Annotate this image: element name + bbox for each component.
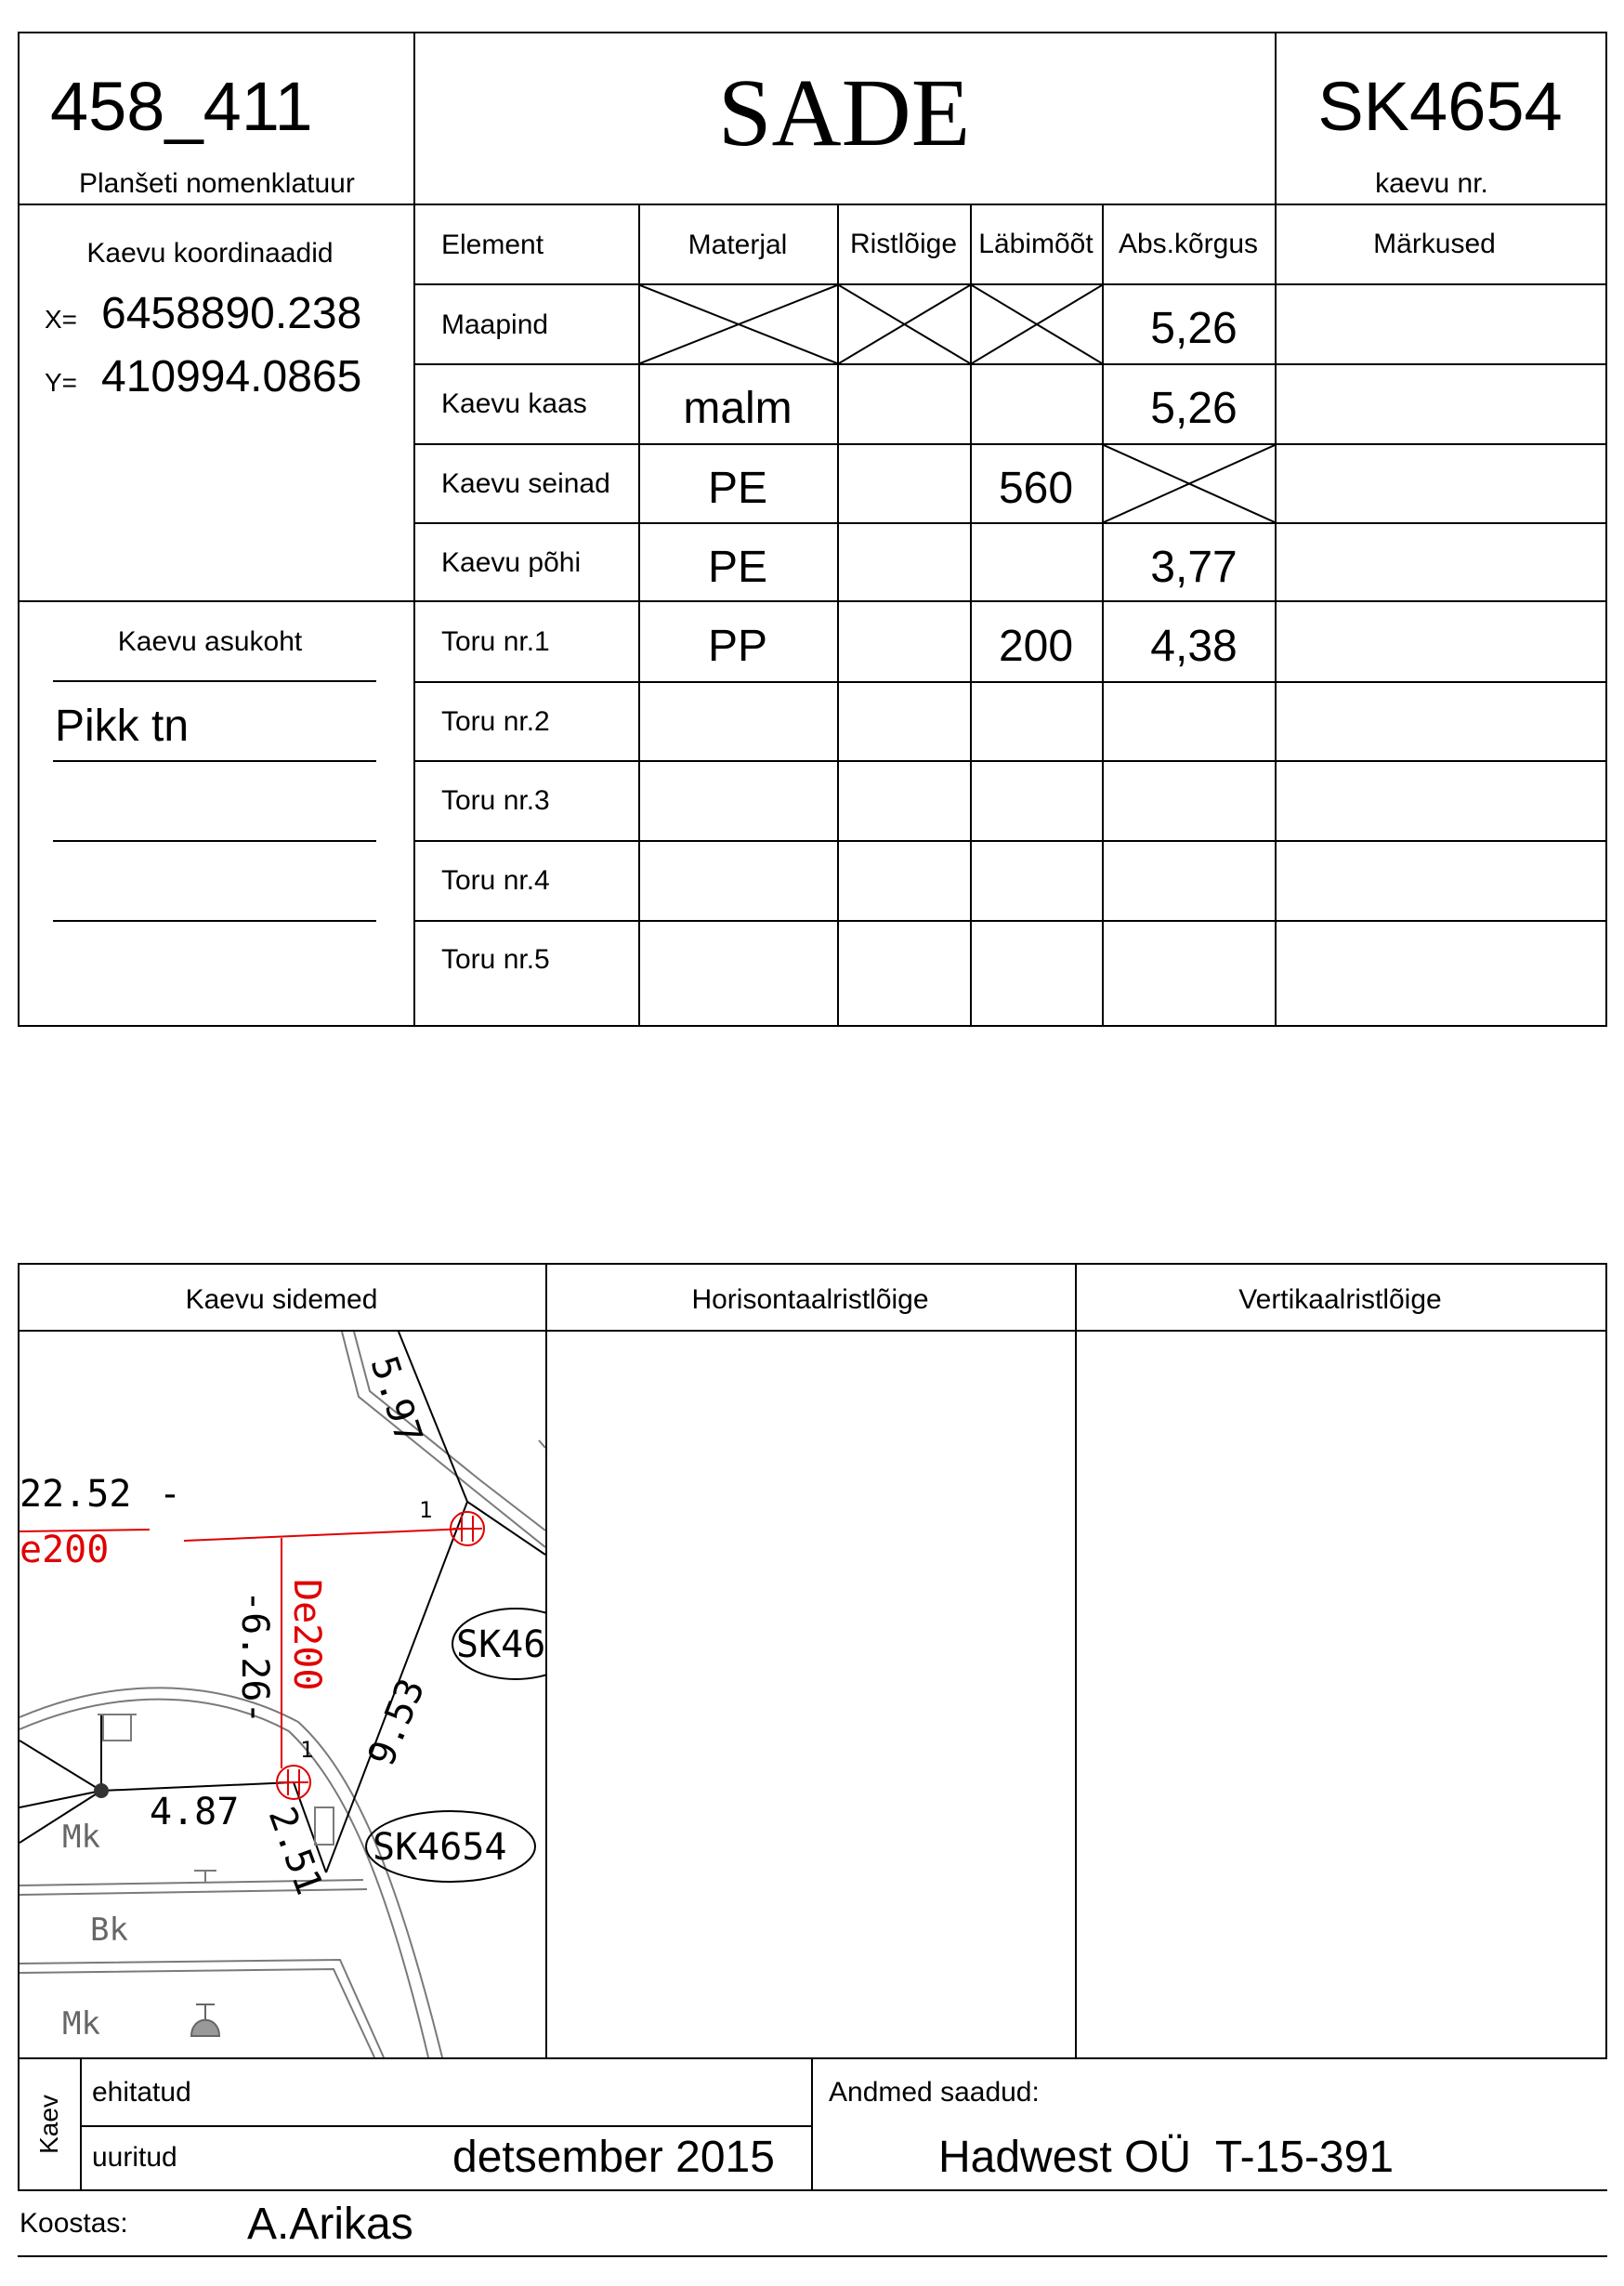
cell-element: Kaevu seinad [441, 468, 610, 499]
cross-out-icon [839, 285, 970, 363]
sketch-pipe-main: e200 [20, 1529, 110, 1571]
sheet-number: 458_411 [50, 68, 313, 145]
sketch-marker-1b: 1 [300, 1737, 314, 1763]
sketch-label-bk: Bk [90, 1912, 128, 1949]
cell-element: Toru nr.4 [441, 865, 550, 896]
well-caption: kaevu nr. [1375, 168, 1488, 199]
coordinate-x-label: X= [45, 305, 78, 334]
location-caption: Kaevu asukoht [117, 626, 303, 657]
cell-elevation: 3,77 [1150, 543, 1238, 592]
compiled-label: Koostas: [20, 2208, 128, 2239]
section-horizontal-title: Horisontaalristlõige [691, 1284, 929, 1315]
built-label: ehitatud [92, 2077, 191, 2108]
sheet-caption: Planšeti nomenklatuur [79, 168, 355, 199]
cell-diameter: 200 [998, 622, 1074, 671]
sketch-dim-597: 5.97 [361, 1350, 431, 1450]
cell-element: Kaevu põhi [441, 547, 582, 578]
cell-elevation: 4,38 [1150, 622, 1238, 671]
sketch-dash: - [159, 1473, 182, 1516]
side-label: Kaev [34, 2095, 63, 2154]
location-sketch [20, 1332, 545, 2057]
sketch-dim-251: 2.51 [259, 1801, 331, 1900]
sketch-well-label: SK4654 [373, 1826, 507, 1869]
location-line-1: Pikk tn [55, 702, 190, 751]
cell-material: malm [683, 384, 792, 433]
sketch-marker-1a: 1 [419, 1497, 433, 1523]
header-material: Materjal [688, 230, 788, 260]
header-notes: Märkused [1373, 229, 1496, 259]
sketch-label-mk: Mk [62, 2005, 100, 2043]
sketch-dim-953: 9.53 [360, 1673, 434, 1772]
cell-element: Kaevu kaas [441, 388, 587, 419]
page-title: SADE [717, 59, 971, 166]
cell-diameter: 560 [998, 464, 1074, 513]
section-vertical-title: Vertikaalristlõige [1238, 1284, 1442, 1315]
data-source-value: Hadwest OÜ T-15-391 [938, 2133, 1395, 2182]
section-connections-title: Kaevu sidemed [185, 1284, 378, 1315]
sketch-pipe-branch: De200 [285, 1579, 328, 1691]
coordinate-x-value: 6458890.238 [101, 289, 362, 338]
header-diameter: Läbimõõt [978, 229, 1094, 259]
cell-material: PP [707, 622, 768, 671]
header-elevation: Abs.kõrgus [1118, 229, 1259, 259]
compiled-value: A.Arikas [247, 2200, 413, 2249]
surveyed-date: detsember 2015 [452, 2133, 775, 2182]
coordinate-y-value: 410994.0865 [101, 352, 362, 401]
header-element: Element [441, 230, 544, 260]
sketch-dim-2252: 22.52 [20, 1473, 132, 1516]
cell-element: Toru nr.1 [441, 626, 550, 657]
cell-element: Maapind [441, 309, 549, 340]
cross-out-icon [640, 285, 837, 363]
sketch-neighbor-well: SK46 [456, 1623, 545, 1666]
coordinates-caption: Kaevu koordinaadid [86, 238, 334, 269]
cell-elevation: 5,26 [1150, 304, 1238, 353]
cross-out-icon [1104, 445, 1275, 522]
cell-elevation: 5,26 [1150, 384, 1238, 433]
cell-element: Toru nr.3 [441, 785, 550, 816]
header-cross-section: Ristlõige [849, 229, 958, 259]
cell-material: PE [707, 464, 768, 513]
cell-material: PE [707, 543, 768, 592]
coordinate-y-label: Y= [45, 368, 78, 397]
cell-element: Toru nr.5 [441, 944, 550, 975]
sketch-dim-626: -6.26- [233, 1590, 276, 1725]
cross-out-icon [972, 285, 1102, 363]
sketch-dim-487: 4.87 [150, 1791, 240, 1833]
cell-element: Toru nr.2 [441, 706, 550, 737]
data-source-label: Andmed saadud: [829, 2077, 1040, 2108]
sketch-label-mk: Mk [62, 1819, 100, 1856]
well-number: SK4654 [1317, 68, 1563, 145]
surveyed-label: uuritud [92, 2142, 177, 2173]
